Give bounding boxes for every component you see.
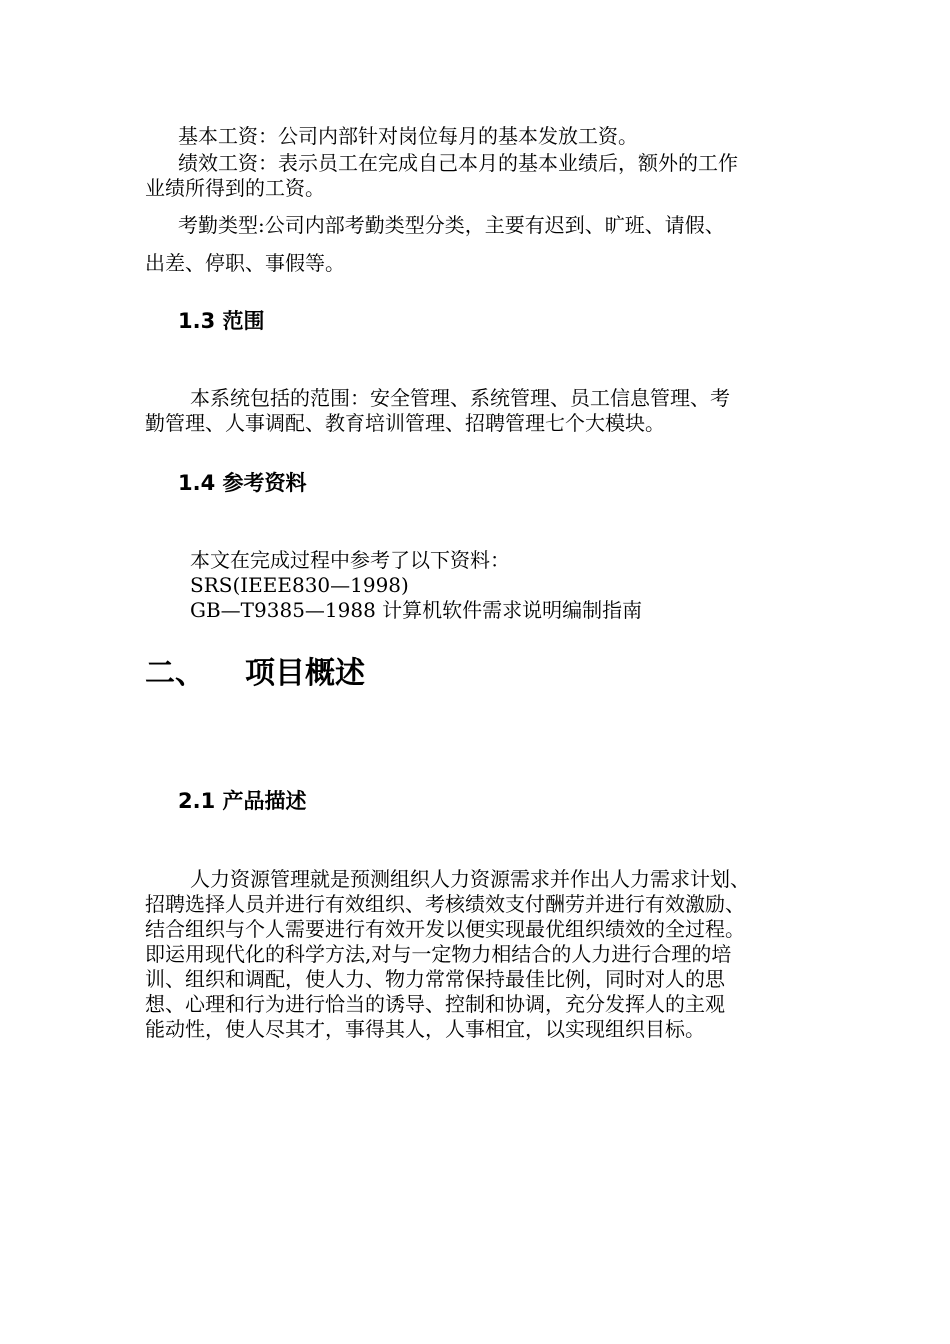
section-heading-product-description: 2.1 产品描述: [178, 789, 307, 813]
references-intro: 本文在完成过程中参考了以下资料：: [190, 548, 510, 572]
chapter-heading-project-overview: [145, 656, 365, 692]
definition-performance-salary-line2: 业绩所得到的工资。: [145, 176, 325, 200]
section-heading-scope: 1.3 范围: [178, 309, 265, 333]
product-description-line: 即运用现代化的科学方法,对与一定物力相结合的人力进行合理的培: [145, 942, 732, 966]
definition-performance-salary-line1: 绩效工资：表示员工在完成自己本月的基本业绩后，额外的工作: [178, 151, 738, 175]
chapter-title: 项目概述: [245, 656, 365, 691]
definition-attendance-line2: 出差、停职、事假等。: [145, 251, 345, 275]
definition-basic-salary: 基本工资：公司内部针对岗位每月的基本发放工资。: [178, 124, 638, 148]
definition-attendance-line1: 考勤类型:公司内部考勤类型分类，主要有迟到、旷班、请假、: [178, 213, 725, 237]
chapter-number: 二、: [145, 656, 205, 691]
product-description-line: 招聘选择人员并进行有效组织、考核绩效支付酬劳并进行有效激励、: [145, 892, 745, 916]
scope-line1: 本系统包括的范围：安全管理、系统管理、员工信息管理、考: [190, 386, 730, 410]
product-description-line: 结合组织与个人需要进行有效开发以便实现最优组织绩效的全过程。: [145, 917, 745, 941]
section-heading-references: 1.4 参考资料: [178, 471, 307, 495]
reference-item-2: GB—T9385—1988 计算机软件需求说明编制指南: [190, 598, 643, 622]
scope-line2: 勤管理、人事调配、教育培训管理、招聘管理七个大模块。: [145, 411, 665, 435]
product-description-line: 想、心理和行为进行恰当的诱导、控制和协调，充分发挥人的主观: [145, 992, 725, 1016]
reference-item-1: SRS(IEEE830—1998): [190, 573, 409, 597]
product-description-line: 能动性，使人尽其才，事得其人，人事相宜，以实现组织目标。: [145, 1017, 705, 1041]
product-description-line: 人力资源管理就是预测组织人力资源需求并作出人力需求计划、: [190, 867, 750, 891]
product-description-line: 训、组织和调配，使人力、物力常常保持最佳比例，同时对人的思: [145, 967, 725, 991]
